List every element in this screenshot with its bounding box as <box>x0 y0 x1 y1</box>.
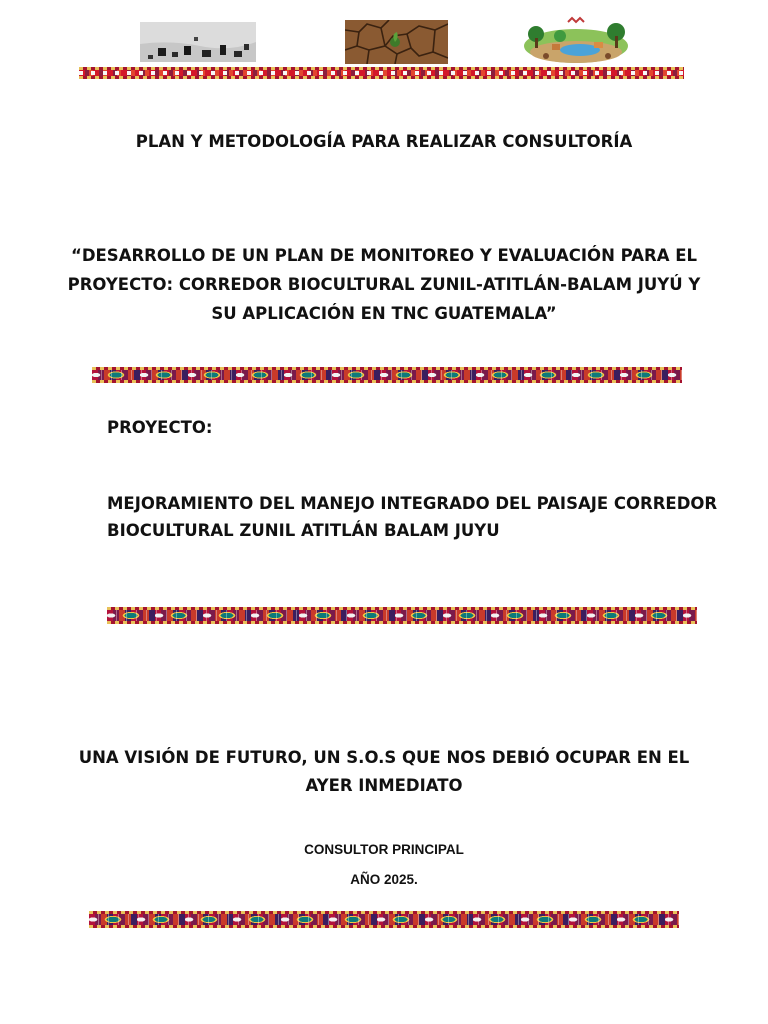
vision-line: AYER INMEDIATO <box>305 776 463 795</box>
quote-line: SU APLICACIÓN EN TNC GUATEMALA” <box>211 304 557 323</box>
consultancy-title-quote <box>0 241 768 328</box>
vision-line: UNA VISIÓN DE FUTURO, UN S.O.S QUE NOS DEBIÓ OCUPAR EN EL <box>78 748 690 767</box>
project-name <box>107 490 717 544</box>
ecosystem-landscape-image <box>522 16 630 64</box>
textile-border-3 <box>107 607 697 624</box>
document-title: PLAN Y METODOLOGÍA PARA REALIZAR CONSULTORÍA <box>135 132 633 151</box>
textile-border-top <box>79 67 684 79</box>
quote-line: “DESARROLLO DE UN PLAN DE MONITOREO Y EVALUACIÓN PARA EL <box>71 246 697 265</box>
cracked-dry-earth-image <box>345 20 448 64</box>
stumps-icon <box>140 22 256 62</box>
deforested-stumps-image <box>140 22 256 62</box>
project-label: PROYECTO: <box>107 418 213 437</box>
project-line: BIOCULTURAL ZUNIL ATITLÁN BALAM JUYU <box>107 521 500 540</box>
textile-border-bottom <box>89 911 679 928</box>
quote-line: PROYECTO: CORREDOR BIOCULTURAL ZUNIL-ATITLÁN-BALAM JUYÚ Y <box>67 275 701 294</box>
consultant-label: CONSULTOR PRINCIPAL <box>304 842 464 857</box>
vision-statement <box>0 744 768 800</box>
cracked-earth-icon <box>345 20 448 64</box>
landscape-icon <box>522 16 630 64</box>
textile-border-2 <box>92 367 682 383</box>
project-line: MEJORAMIENTO DEL MANEJO INTEGRADO DEL PAISAJE CORREDOR <box>107 494 718 513</box>
year-label: AÑO 2025. <box>350 872 418 887</box>
